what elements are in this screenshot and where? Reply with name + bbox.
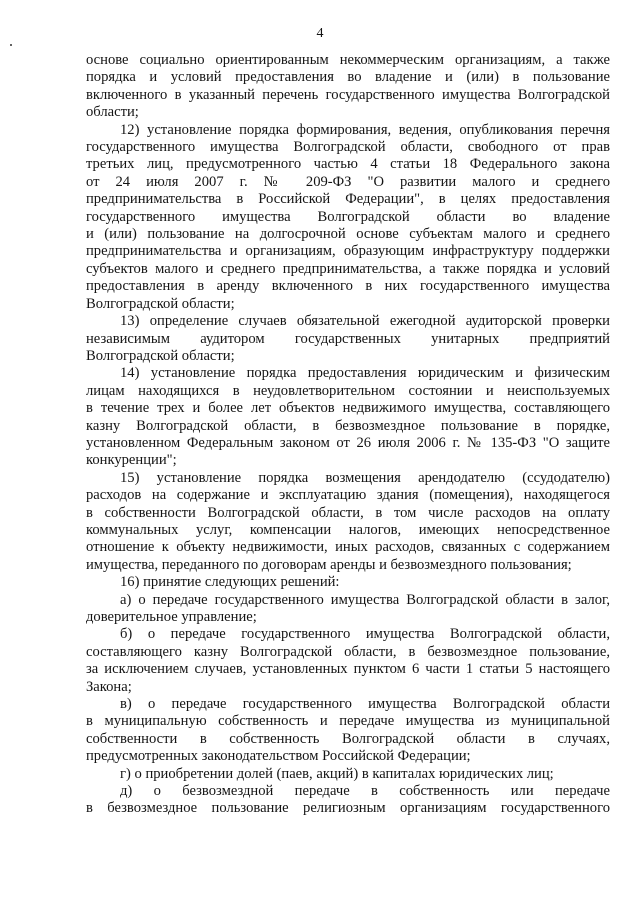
text-line: в муниципальную собственность и передаче имущества из муниципальной bbox=[86, 713, 610, 730]
text-line: основе социально ориентированным некоммерческим организациям, а также bbox=[86, 52, 610, 68]
text-line: в собственности Волгоградской области, в том числе расходов на оплату bbox=[86, 504, 610, 521]
text-line: составляющего казну Волгоградской области, в безвозмездное пользование, bbox=[86, 643, 610, 660]
document-body bbox=[86, 52, 610, 818]
text-line: д) о безвозмездной передаче в собственность или передаче bbox=[120, 783, 610, 800]
text-line: расходов на содержание и эксплуатацию здания (помещения), находящегося bbox=[86, 487, 610, 504]
text-line: отношение к объекту недвижимости, иных расходов, связанных с содержанием bbox=[86, 539, 610, 556]
text-line: 12) установление порядка формирования, ведения, опубликования перечня bbox=[120, 121, 610, 138]
text-line: и (или) пользование на долгосрочной основе субъектам малого и среднего bbox=[86, 226, 610, 243]
text-line: в) о передаче государственного имущества Волгоградской области bbox=[120, 696, 610, 713]
text-line: конкуренции"; bbox=[86, 452, 177, 469]
text-line: государственного имущества Волгоградской области, свободного от прав bbox=[86, 139, 610, 156]
text-line: доверительное управление; bbox=[86, 609, 257, 625]
text-line: установленном Федеральным законом от 26 июля 2006 г. № 135-ФЗ "О защите bbox=[86, 434, 610, 451]
text-line: собственности в собственность Волгоградской области в случаях, bbox=[86, 730, 610, 747]
text-line: казну Волгоградской области, в безвозмездное пользование в порядке, bbox=[86, 417, 610, 434]
text-line: Закона; bbox=[86, 678, 132, 695]
text-line: в течение трех и более лет объектов недвижимого имущества, составляющего bbox=[86, 400, 610, 417]
text-line: 16) принятие следующих решений: bbox=[120, 574, 340, 591]
text-line: имущества, переданного по договорам аренды и безвозмездного пользования; bbox=[86, 556, 572, 573]
text-line: третьих лиц, предусмотренного частью 4 статьи 18 Федерального закона bbox=[86, 156, 610, 173]
text-line: предпринимательства и организациям, образующим инфраструктуру поддержки bbox=[86, 243, 610, 260]
text-line: включенного в указанный перечень государственного имущества Волгоградской bbox=[86, 86, 610, 103]
text-line: 13) определение случаев обязательной ежегодной аудиторской проверки bbox=[120, 313, 610, 330]
text-line: 14) установление порядка предоставления юридическим и физическим bbox=[120, 365, 610, 382]
text-line: б) о передаче государственного имущества Волгоградской области, bbox=[120, 626, 610, 643]
text-line: предпринимательства в Российской Федерации", в целях предоставления bbox=[86, 191, 610, 208]
text-line: предоставления в аренду включенного в них государственного имущества bbox=[86, 278, 610, 295]
page-number: 4 bbox=[316, 26, 324, 41]
text-line: а) о передаче государственного имущества Волгоградской области в залог, bbox=[120, 591, 610, 608]
text-line: лицам находящихся в неудовлетворительном состоянии и неиспользуемых bbox=[86, 382, 610, 399]
text-line: коммунальных услуг, компенсации налогов, имеющих непосредственное bbox=[86, 521, 610, 538]
scan-speck bbox=[10, 44, 12, 46]
text-line: порядка и условий предоставления во владение и (или) в пользование bbox=[86, 69, 610, 86]
text-line: субъектов малого и среднего предпринимательства, а также порядка и условий bbox=[86, 260, 610, 277]
text-line: г) о приобретении долей (паев, акций) в капиталах юридических лиц; bbox=[120, 765, 554, 782]
text-line: от 24 июля 2007 г. № 209-ФЗ "О развитии малого и среднего bbox=[86, 173, 610, 190]
text-line: предусмотренных законодательством Российской Федерации; bbox=[86, 748, 471, 765]
text-line: государственного имущества Волгоградской области во владение bbox=[86, 208, 610, 225]
text-line: Волгоградской области; bbox=[86, 295, 235, 312]
text-line: независимым аудитором государственных унитарных предприятий bbox=[86, 330, 610, 347]
text-line: Волгоградской области; bbox=[86, 347, 235, 364]
text-line: за исключением случаев, установленных пунктом 6 части 1 статьи 5 настоящего bbox=[86, 661, 610, 678]
text-line: 15) установление порядка возмещения арендодателю (ссудодателю) bbox=[120, 469, 610, 486]
text-line: в безвозмездное пользование религиозным организациям государственного bbox=[86, 800, 610, 817]
text-line: области; bbox=[86, 104, 139, 121]
